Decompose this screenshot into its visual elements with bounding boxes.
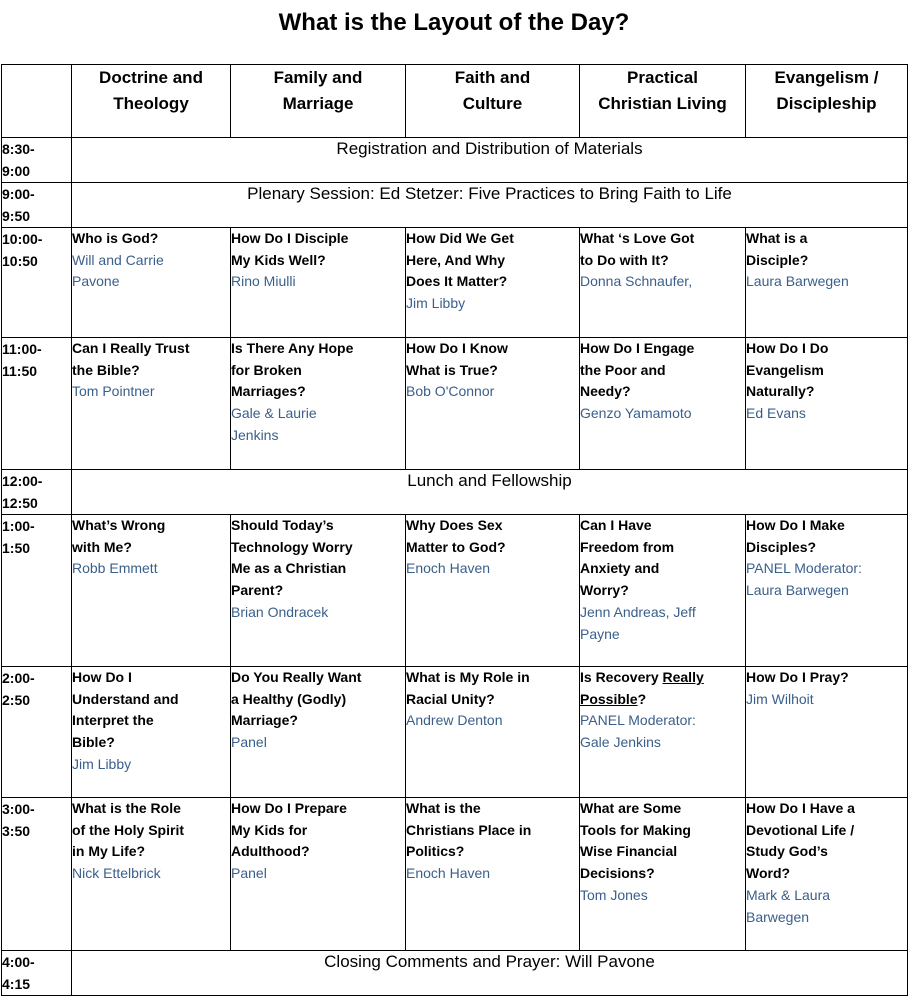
session-speaker: PANEL Moderator: Laura Barwegen xyxy=(746,560,862,599)
track-header-family: Family and Marriage xyxy=(231,65,406,138)
track-header-doctrine: Doctrine and Theology xyxy=(72,65,231,138)
time-column-header xyxy=(2,65,72,138)
session-cell xyxy=(406,667,580,798)
session-title: How Do I Prepare My Kids for Adulthood? xyxy=(231,800,347,860)
session-title: How Do I Have a Devotional Life / Study God’s Word? xyxy=(746,800,855,882)
session-cell xyxy=(746,515,908,667)
session-speaker: Enoch Haven xyxy=(406,560,491,577)
session-title: What is the Role of the Holy Spirit in My Life? xyxy=(72,800,184,860)
session-speaker: Panel xyxy=(231,865,267,882)
session-title: How Do I Know What is True? xyxy=(406,340,508,378)
session-cell xyxy=(231,515,406,667)
session-title: Do You Really Want a Healthy (Godly) Marriage? xyxy=(231,669,362,729)
session-speaker: Brian Ondracek xyxy=(231,603,329,620)
session-cell xyxy=(580,338,746,470)
time-slot: 11:00- 11:50 xyxy=(2,338,72,470)
plenary-event: Plenary Session: Ed Stetzer: Five Practices to Bring Faith to Life xyxy=(72,183,908,228)
session-cell xyxy=(746,338,908,470)
session-speaker: Panel xyxy=(231,734,267,751)
page-title: What is the Layout of the Day? xyxy=(278,9,630,36)
time-slot: 12:00- 12:50 xyxy=(2,470,72,515)
session-speaker: Gale & Laurie Jenkins xyxy=(231,405,317,443)
session-title: How Do I Disciple My Kids Well? xyxy=(231,230,349,268)
session-cell xyxy=(72,228,231,338)
session-cell xyxy=(746,228,908,338)
session-cell xyxy=(580,798,746,951)
session-speaker: Jim Libby xyxy=(406,295,466,312)
session-speaker: Will and Carrie Pavone xyxy=(72,251,164,290)
schedule-row xyxy=(2,338,908,470)
plenary-event: Closing Comments and Prayer: Will Pavone xyxy=(72,951,908,996)
header-row xyxy=(2,65,908,138)
session-speaker: Robb Emmett xyxy=(72,560,158,577)
session-cell xyxy=(72,798,231,951)
session-speaker: Tom Jones xyxy=(580,886,648,903)
session-title: What are Some Tools for Making Wise Financial Decisions? xyxy=(580,800,691,882)
session-title: What is My Role in Racial Unity? xyxy=(406,669,530,707)
session-cell xyxy=(580,228,746,338)
title-underlined-word: Possible xyxy=(580,690,638,707)
session-speaker: Jenn Andreas, Jeff Payne xyxy=(580,603,696,642)
time-slot: 9:00- 9:50 xyxy=(2,183,72,228)
plenary-event: Registration and Distribution of Materials xyxy=(72,138,908,183)
session-title: Why Does Sex Matter to God? xyxy=(406,517,506,555)
session-speaker: Mark & Laura Barwegen xyxy=(746,886,831,925)
session-cell xyxy=(231,667,406,798)
session-speaker: Genzo Yamamoto xyxy=(580,405,692,422)
plenary-event: Lunch and Fellowship xyxy=(72,470,908,515)
session-title: Can I Have Freedom from Anxiety and Worry? xyxy=(580,517,675,599)
title-text: ? xyxy=(637,690,647,707)
session-cell xyxy=(580,515,746,667)
track-header-evangelism: Evangelism / Discipleship xyxy=(746,65,908,138)
schedule-row xyxy=(2,138,908,183)
session-speaker: Nick Ettelbrick xyxy=(72,865,161,882)
session-title: How Do I Pray? xyxy=(746,669,849,685)
schedule-row xyxy=(2,183,908,228)
session-title: How Do I Engage the Poor and Needy? xyxy=(580,340,695,400)
title-underlined-word: Really xyxy=(662,669,704,685)
session-cell xyxy=(746,798,908,951)
track-header-practical: Practical Christian Living xyxy=(580,65,746,138)
session-speaker: Tom Pointner xyxy=(72,383,155,400)
track-header-faith: Faith and Culture xyxy=(406,65,580,138)
session-title: How Do I Understand and Interpret the Bible? xyxy=(72,669,179,751)
session-speaker: Laura Barwegen xyxy=(746,273,849,290)
session-speaker: Ed Evans xyxy=(746,405,806,422)
session-title: How Do I Do Evangelism Naturally? xyxy=(746,340,829,400)
session-cell xyxy=(406,338,580,470)
session-speaker: Donna Schnaufer, xyxy=(580,273,693,290)
session-title: How Do I Make Disciples? xyxy=(746,517,845,555)
session-speaker: Rino Miulli xyxy=(231,273,296,290)
session-speaker: PANEL Moderator: Gale Jenkins xyxy=(580,712,696,751)
session-speaker: Bob O'Connor xyxy=(406,383,495,400)
session-cell xyxy=(406,798,580,951)
session-title xyxy=(580,667,745,710)
session-title: What’s Wrong with Me? xyxy=(72,517,166,555)
session-title: Is There Any Hope for Broken Marriages? xyxy=(231,340,354,400)
schedule-row xyxy=(2,667,908,798)
time-slot: 3:00- 3:50 xyxy=(2,798,72,951)
title-text: Is Recovery xyxy=(580,669,663,685)
session-speaker: Andrew Denton xyxy=(406,712,503,729)
time-slot: 2:00- 2:50 xyxy=(2,667,72,798)
session-cell xyxy=(72,338,231,470)
session-title: What is a Disciple? xyxy=(746,230,809,268)
session-cell xyxy=(72,667,231,798)
time-slot: 4:00- 4:15 xyxy=(2,951,72,996)
time-slot: 10:00- 10:50 xyxy=(2,228,72,338)
session-cell xyxy=(580,667,746,798)
session-title: What ‘s Love Got to Do with It? xyxy=(580,230,695,268)
schedule-table xyxy=(1,64,908,996)
session-cell xyxy=(231,338,406,470)
session-title: How Did We Get Here, And Why Does It Matter? xyxy=(406,230,514,290)
session-speaker: Enoch Haven xyxy=(406,865,491,882)
session-speaker: Jim Wilhoit xyxy=(746,690,814,707)
session-cell xyxy=(746,667,908,798)
schedule-row xyxy=(2,228,908,338)
schedule-row xyxy=(2,951,908,996)
session-cell xyxy=(406,515,580,667)
schedule-row xyxy=(2,515,908,667)
session-title: What is the Christians Place in Politics? xyxy=(406,800,532,860)
session-title: Can I Really Trust the Bible? xyxy=(72,340,190,378)
session-title: Who is God? xyxy=(72,230,159,246)
schedule-row xyxy=(2,470,908,515)
session-cell xyxy=(231,228,406,338)
session-cell xyxy=(406,228,580,338)
session-cell xyxy=(231,798,406,951)
session-title: Should Today’s Technology Worry Me as a Christian Parent? xyxy=(231,517,353,599)
time-slot: 1:00- 1:50 xyxy=(2,515,72,667)
session-speaker: Jim Libby xyxy=(72,755,132,772)
session-cell xyxy=(72,515,231,667)
time-slot: 8:30- 9:00 xyxy=(2,138,72,183)
schedule-row xyxy=(2,798,908,951)
